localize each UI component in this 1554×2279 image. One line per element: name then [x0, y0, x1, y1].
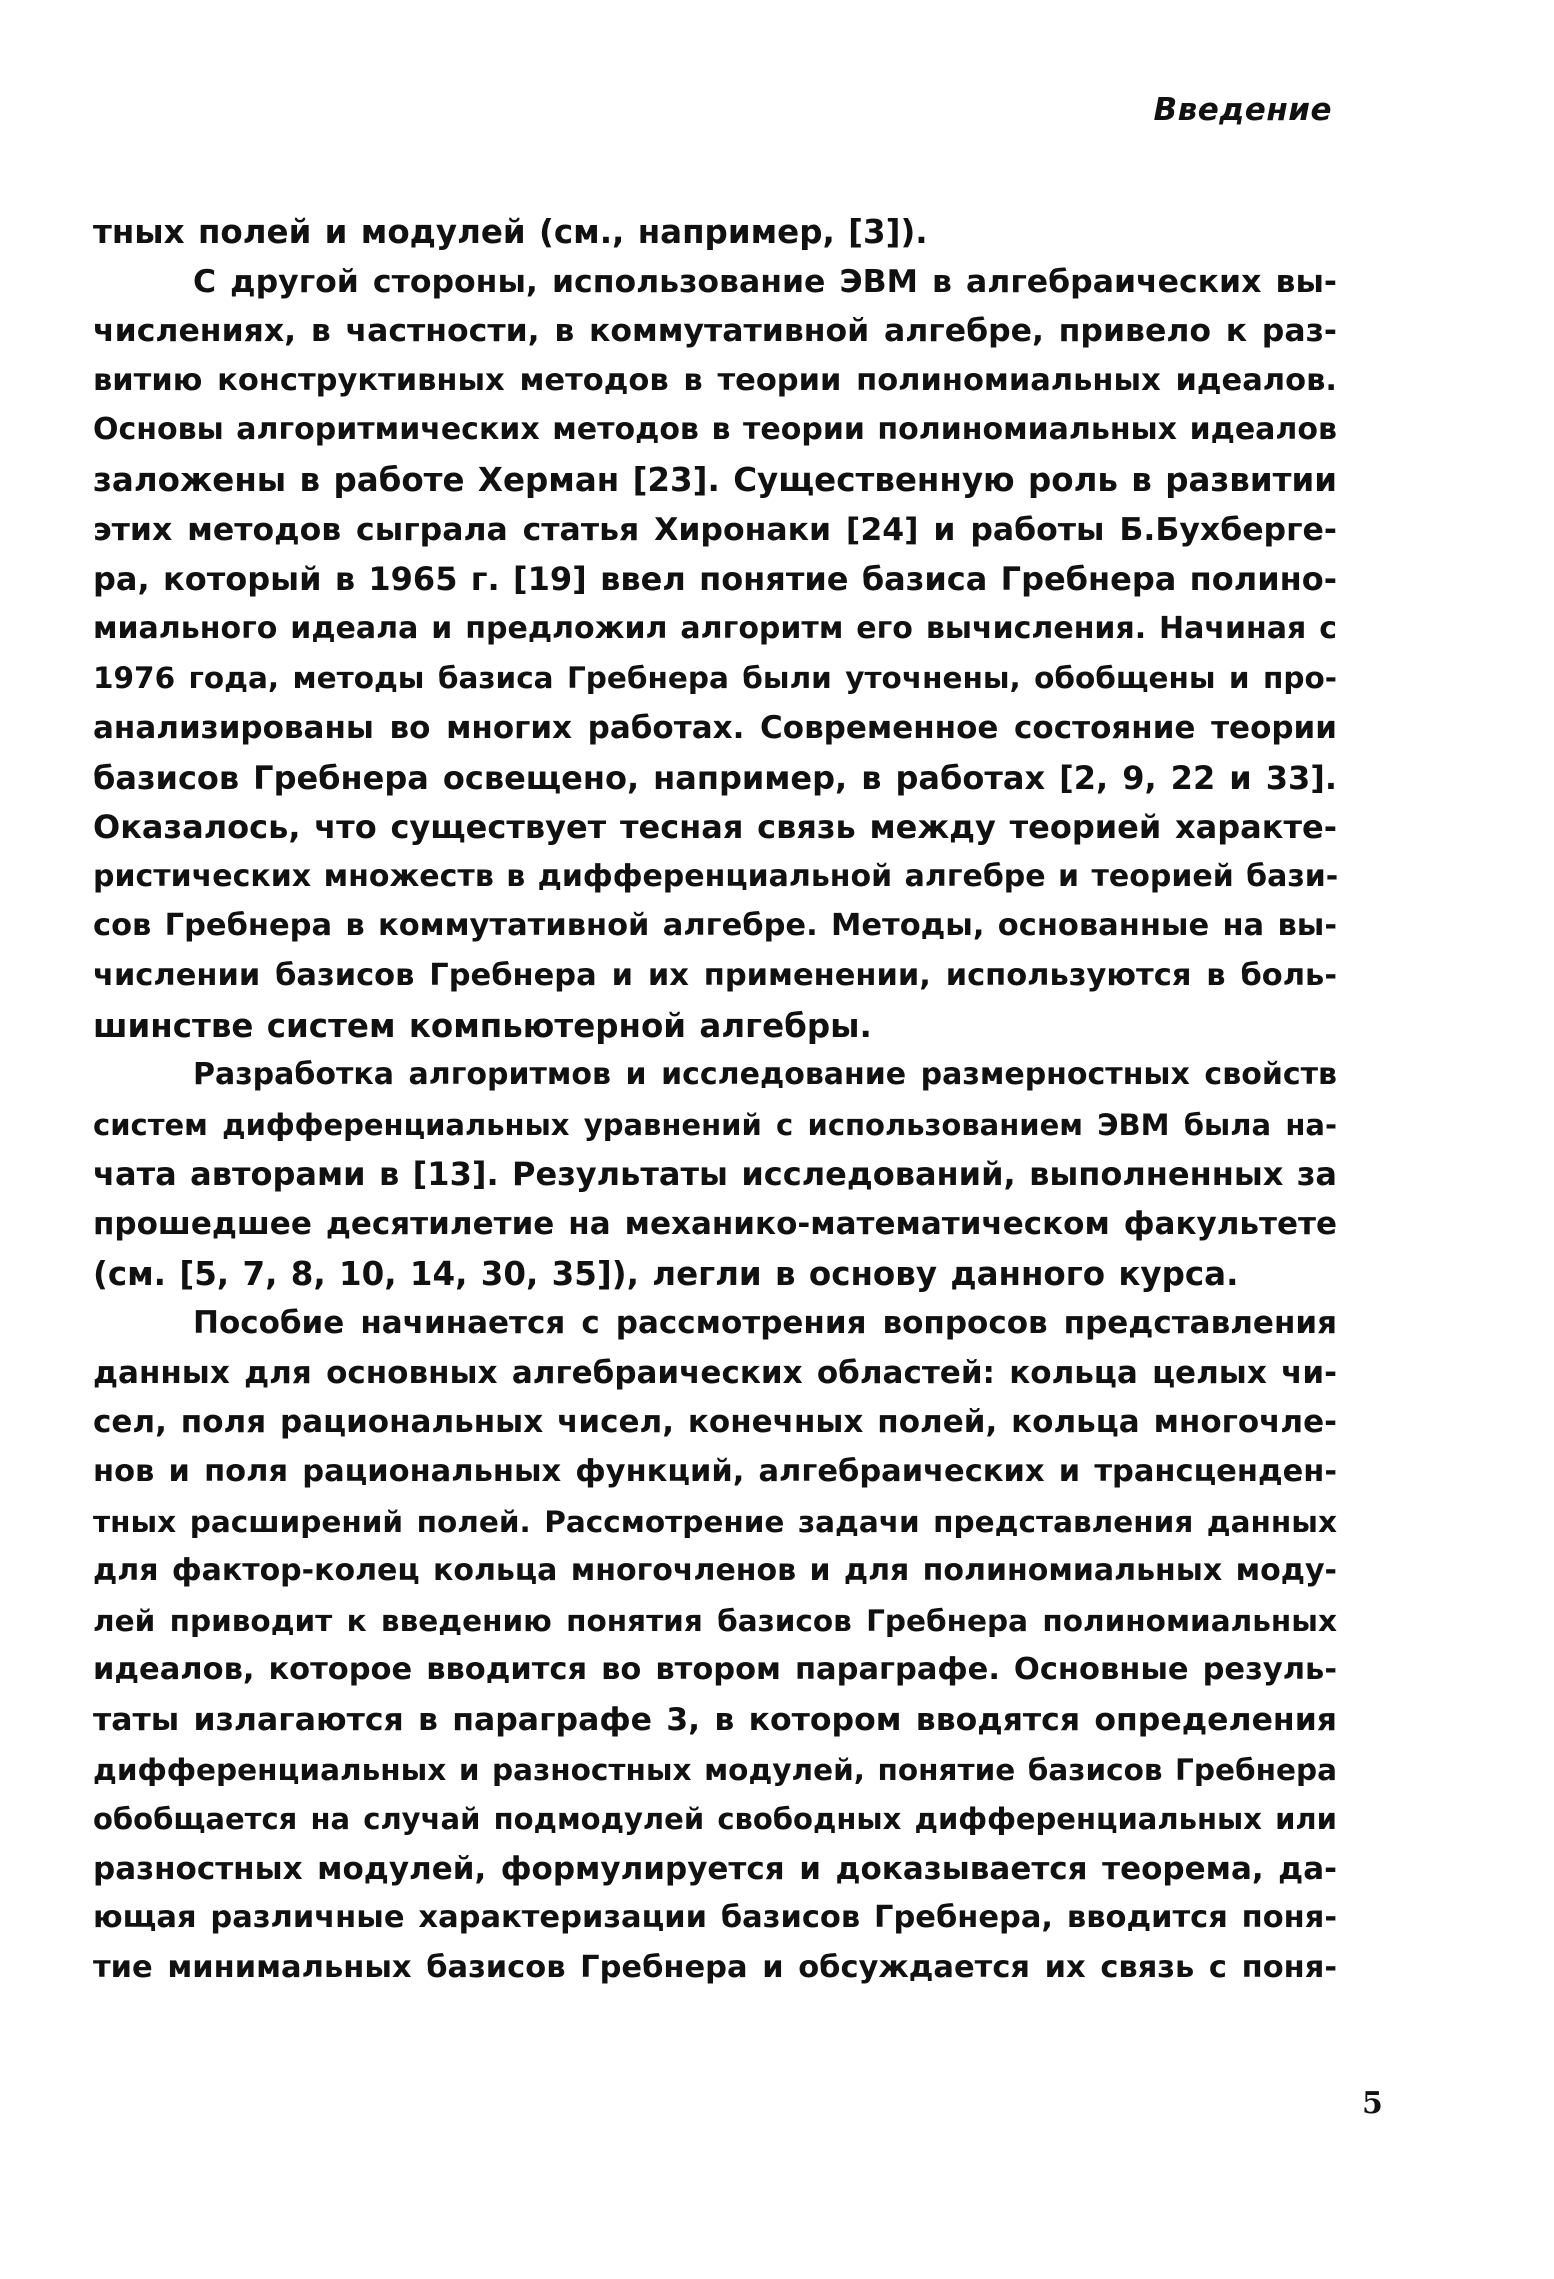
text-line: прошедшее десятилетие на механико-математическом факультете: [93, 1206, 1337, 1242]
text-line: идеалов, которое вводится во втором параграфе. Основные резуль-: [93, 1652, 1337, 1688]
text-line: ющая различные характеризации базисов Гребнера, вводится поня-: [93, 1900, 1337, 1936]
text-line: этих методов сыграла статья Хиронаки [24] и работы Б.Бухберге-: [93, 511, 1337, 548]
text-line: ристических множеств в дифференциальной алгебре и теорией бази-: [93, 858, 1339, 894]
text-line: Пособие начинается с рассмотрения вопросов представления: [193, 1305, 1337, 1342]
running-head: Введение: [1153, 92, 1332, 128]
text-line: миального идеала и предложил алгоритм его вычисления. Начиная с: [93, 610, 1337, 646]
text-line: Основы алгоритмических методов в теории полиномиальных идеалов: [93, 412, 1337, 448]
text-line: данных для основных алгебраических областей: кольца целых чи-: [93, 1354, 1337, 1391]
text-line: сов Гребнера в коммутативной алгебре. Методы, основанные на вы-: [93, 908, 1337, 944]
text-line: заложены в работе Херман [23]. Существенную роль в развитии: [93, 461, 1337, 499]
text-line: разностных модулей, формулируется и доказывается теорема, да-: [93, 1850, 1337, 1887]
text-line: сел, поля рациональных чисел, конечных полей, кольца многочле-: [93, 1404, 1337, 1441]
text-line: анализированы во многих работах. Современное состояние теории: [93, 710, 1337, 746]
text-line: 1976 года, методы базиса Гребнера были уточнены, обобщены и про-: [93, 661, 1337, 696]
text-line: чата авторами в [13]. Результаты исследований, выполненных за: [93, 1155, 1337, 1194]
text-line: шинстве систем компьютерной алгебры.: [93, 1006, 872, 1045]
text-line: обобщается на случай подмодулей свободных дифференциальных или: [93, 1802, 1337, 1837]
text-line: лей приводит к введению понятия базисов Гребнера полиномиальных: [93, 1603, 1337, 1638]
text-line: нов и поля рациональных функций, алгебраических и трансценден-: [93, 1454, 1337, 1489]
text-line: тие минимальных базисов Гребнера и обсуждается их связь с поня-: [93, 1950, 1337, 1985]
text-line: витию конструктивных методов в теории полиномиальных идеалов.: [93, 362, 1337, 398]
text-line: таты излагаются в параграфе 3, в котором вводятся определения: [93, 1702, 1337, 1738]
text-line: базисов Гребнера освещено, например, в работах [2, 9, 22 и 33].: [93, 758, 1337, 797]
text-line: тных расширений полей. Рассмотрение задачи представления данных: [93, 1504, 1337, 1539]
text-line: (см. [5, 7, 8, 10, 14, 30, 35]), легли в основу данного курса.: [93, 1254, 1239, 1293]
text-line: С другой стороны, использование ЭВМ в алгебраических вы-: [193, 263, 1337, 300]
text-line: тных полей и модулей (см., например, [3]).: [93, 213, 928, 251]
text-line: дифференциальных и разностных модулей, понятие базисов Гребнера: [93, 1752, 1337, 1787]
text-line: Разработка алгоритмов и исследование размерностных свойств: [193, 1057, 1337, 1093]
text-line: для фактор-колец кольца многочленов и для полиномиальных моду-: [93, 1553, 1337, 1589]
text-line: числениях, в частности, в коммутативной алгебре, привело к раз-: [93, 313, 1337, 350]
text-line: систем дифференциальных уравнений с использованием ЭВМ была на-: [93, 1107, 1337, 1142]
body-text: [93, 207, 1337, 1987]
page-number: 5: [1362, 2086, 1383, 2121]
text-line: ра, который в 1965 г. [19] ввел понятие базиса Гребнера полино-: [93, 560, 1337, 599]
text-line: Оказалось, что существует тесная связь между теорией характе-: [93, 808, 1337, 847]
text-line: числении базисов Гребнера и их применении, используются в боль-: [93, 958, 1337, 993]
